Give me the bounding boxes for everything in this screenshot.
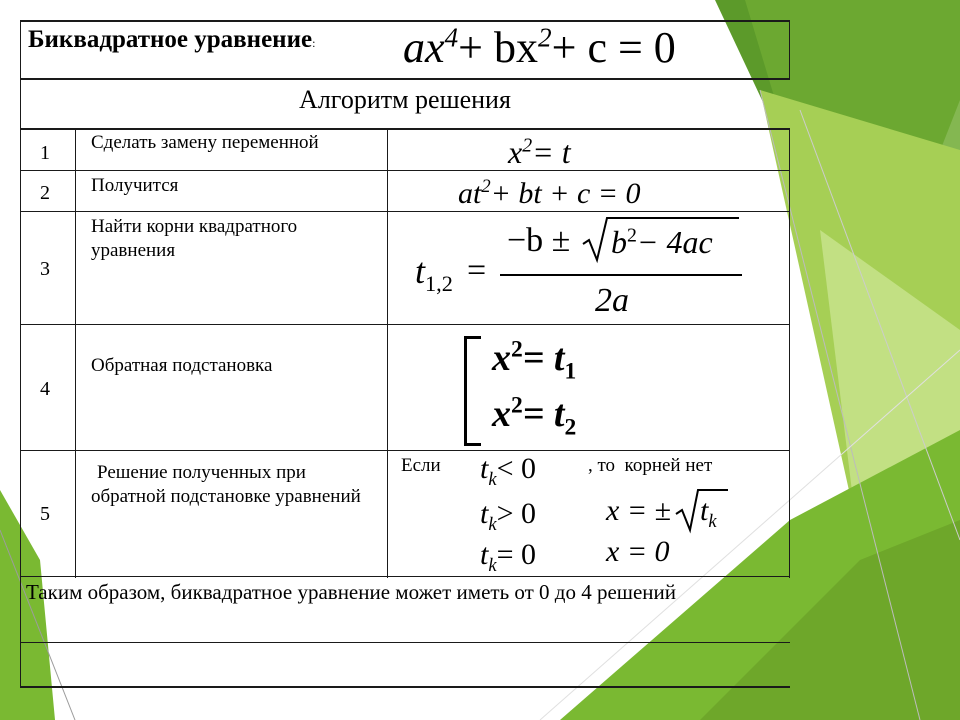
no-roots-text: , то корней нет [588, 455, 713, 476]
row-number: 4 [40, 378, 50, 400]
table-border [20, 686, 790, 688]
table-border [20, 128, 790, 130]
case-positive: $t_k> 0$ [480, 497, 537, 535]
square-bracket [464, 336, 481, 446]
row-label: Сделать замену переменной [91, 132, 319, 153]
row-label: Обратная подстановка [91, 355, 273, 376]
table-border [20, 170, 790, 171]
roots-formula: $t_{1,2}$ = −b ± $b^2- 4ac$ 2a [415, 212, 755, 324]
case-zero: $t_k= 0$ [480, 538, 537, 576]
table-border [789, 128, 790, 578]
row-number: 5 [40, 503, 50, 525]
row-label: Найти корни квадратного уравнения [91, 216, 298, 261]
table-border [387, 128, 388, 578]
algorithm-title: Алгоритм решения [299, 85, 511, 114]
zero-solution: x = 0 [606, 535, 670, 568]
row-label: Решение полученных при обратной подстановке уравнений [91, 462, 361, 507]
table-border [20, 642, 790, 643]
conclusion-text: Таким образом, биквадратное уравнение может иметь от 0 до 4 решений [26, 580, 677, 604]
table-border [20, 78, 790, 80]
substitution-formula: $x^2= t$ [508, 134, 571, 170]
row-label: Получится [91, 175, 179, 196]
table-border [20, 324, 790, 325]
title-text: Биквадратное уравнение [28, 26, 313, 53]
table-border [20, 450, 790, 451]
if-word: Если [401, 455, 441, 476]
table-border [20, 20, 21, 688]
sqrt-content: $t_k$ [700, 494, 717, 532]
row-number: 2 [40, 182, 50, 204]
table-border [75, 128, 76, 578]
table-border [789, 20, 790, 80]
case-negative: $t_k< 0$ [480, 452, 537, 490]
positive-solution: x = ± [606, 494, 672, 527]
back-substitution-system: $x^2= t_1$ $x^2= t_2$ [460, 336, 660, 446]
biquadratic-equation: $ax^4+ bx^2+ c = 0$ [403, 22, 676, 72]
slide-title [28, 26, 315, 54]
fraction-bar [500, 274, 742, 276]
table-border [20, 576, 790, 577]
row-number: 3 [40, 258, 50, 280]
row-number: 1 [40, 142, 50, 164]
title-colon: : [312, 36, 316, 50]
quadratic-formula: $at^2+$ bt + c = 0 [458, 176, 641, 210]
